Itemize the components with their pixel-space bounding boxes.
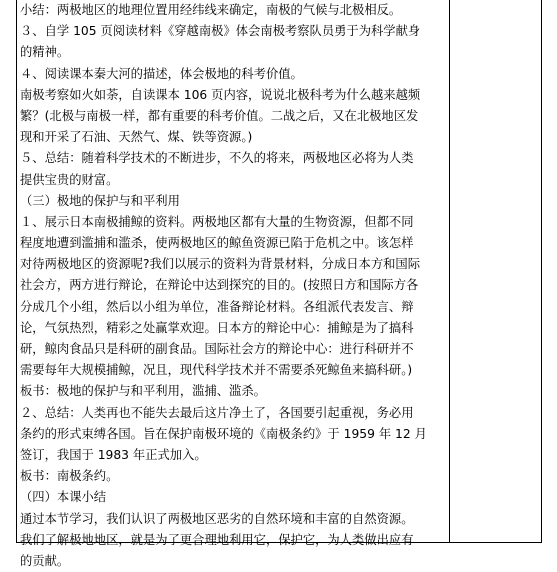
text-line: ５、总结：随着科学技术的不断进步，不久的将来，两极地区必将为人类 [20,151,414,166]
text-line: 社会方，两方进行辩论，在辩论中达到探究的目的。(按照日方和国际方各 [20,278,419,293]
notes-cell [450,0,557,542]
text-line: 条约的形式束缚各国。旨在保护南极环境的《南极条约》于 1959 年 12 月 [20,426,427,441]
text-line: 南极考察如火如荼，自读课本 106 页内容，说说北极科考为什么越来越频 [20,87,421,102]
text-line: 签订，我国于 1983 年正式加入。 [20,447,207,462]
lesson-text-cell [20,0,430,572]
text-line: 的贡献。 [20,553,70,568]
text-line: ３、自学 105 页阅读材料《穿越南极》体会南极考察队员勇于为科学献身 [20,24,421,39]
text-line: 繁？(北极与南极一样，都有重要的科考价值。二战之后，又在北极地区发 [20,108,419,123]
text-line: 分成几个小组，然后以小组为单位，准备辩论材料。各组派代表发言、辩 [20,299,414,314]
section-heading: （三）极地的保护与和平利用 [20,193,180,208]
text-line: ２、总结：人类再也不能失去最后这片净土了，各国要引起重视，务必用 [20,405,414,420]
text-line: 的精神。 [20,45,70,60]
text-line: 板书：极地的保护与和平利用，滥捕、滥杀。 [20,384,266,399]
text-line: ４、阅读课本秦大河的描述，体会极地的科考价值。 [20,66,303,81]
text-line: 通过本节学习，我们认识了两极地区恶劣的自然环境和丰富的自然资源。 [20,511,414,526]
section-heading: （四）本课小结 [20,490,107,505]
text-line: 论，气氛热烈，精彩之处赢掌欢迎。日本方的辩论中心：捕鲸是为了搞科 [20,320,414,335]
text-line: １、展示日本南极捕鲸的资料。两极地区都有大量的生物资源，但都不同 [20,214,414,229]
text-line: 对待两极地区的资源呢?我们以展示的资料为背景材料，分成日本方和国际 [20,257,421,272]
text-line: 研，鲸肉食品只是科研的副食品。国际社会方的辩论中心：进行科研并不 [20,342,414,356]
text-line: 我们了解极地地区，就是为了更合理地利用它，保护它，为人类做出应有 [20,532,414,547]
text-line: 现和开采了石油、天然气、煤、铁等资源。) [20,130,253,145]
text-line: 程度地遭到滥捕和滥杀，使两极地区的鲸鱼资源已陷于危机之中。该怎样 [20,236,414,251]
text-line: 小结：两极地区的地理位置用经纬线来确定，南极的气候与北极相反。 [20,3,402,17]
text-line: 需要每年大规模捕鲸，况且，现代科学技术并不需要杀死鲸鱼来搞科研。) [20,363,413,378]
text-line: 板书：南极条约。 [20,469,119,484]
text-line: 提供宝贵的财富。 [20,172,119,187]
